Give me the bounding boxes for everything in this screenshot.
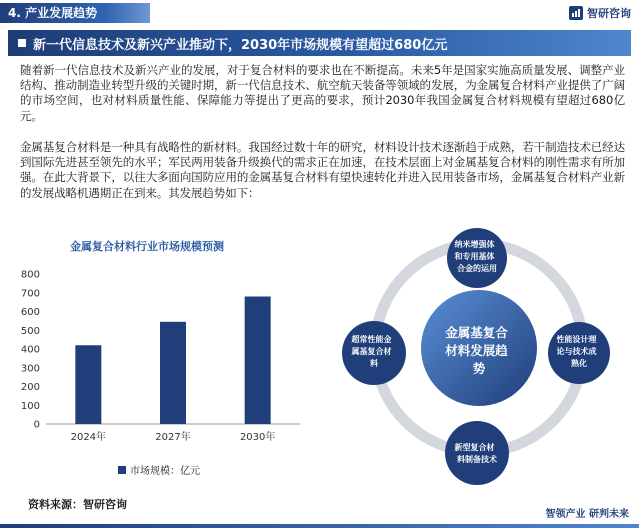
paragraph-market-outlook: 随着新一代信息技术及新兴产业的发展，对于复合材料的要求也在不断提高。未来5年是国家实施高质量发展、调整产业结构、推动制造业转型升级的关键时期，新一代信息技术、航空航天装备等领域的发展，为金属复合材料产业提供了广阔的市场空间，也对材料质量性能、保障能力等提出了更高的要求，预计2030年我国金属复合材料规模有望超过680亿元。	[20, 63, 625, 123]
y-tick-label: 0	[33, 419, 40, 431]
trend-node-line: 熟化	[571, 359, 587, 368]
y-tick-label: 500	[20, 325, 40, 337]
trend-node-line: 性能设计理	[556, 335, 597, 344]
center-label-line: 金属基复合	[445, 325, 508, 340]
trend-node-line: 新型复合材	[454, 443, 495, 452]
development-trend-diagram	[334, 228, 624, 498]
section-title: 4. 产业发展趋势	[8, 6, 98, 20]
logo-text: 智研咨询	[587, 7, 631, 20]
top-header	[0, 0, 639, 26]
bullet-square-icon	[18, 39, 26, 47]
y-tick-label: 400	[20, 344, 40, 356]
x-tick-label: 2030年	[239, 432, 276, 443]
y-tick-label: 800	[20, 269, 40, 281]
trend-node-line: 论与技术成	[556, 347, 597, 356]
bar-2027年	[160, 322, 186, 424]
trend-node-line: 属基复合材	[351, 347, 392, 356]
y-tick-label: 100	[20, 400, 40, 412]
data-source: 资料来源：智研咨询	[28, 498, 127, 511]
trend-node-line: 合金的运用	[457, 264, 497, 273]
subtitle-text: 新一代信息技术及新兴产业推动下，2030年市场规模有望超过680亿元	[33, 37, 448, 53]
chart-legend	[118, 462, 200, 477]
center-label-line: 势	[472, 361, 486, 376]
y-tick-label: 700	[20, 288, 40, 300]
x-tick-label: 2027年	[155, 432, 191, 443]
legend-swatch	[118, 466, 126, 474]
legend-label: 市场规模：亿元	[130, 466, 200, 477]
trend-node-line: 超常性能金	[351, 335, 392, 344]
paragraph-development-background: 金属基复合材料是一种具有战略性的新材料。我国经过数十年的研究，材料设计技术逐渐趋于成熟，若干制造技术已经达到国际先进甚至领先的水平；军民两用装备升级换代的需求正在加速，在技术层面上对金属基复合材料的刚性需求有所加强。在此大背景下，以往大多面向国防应用的金属基复合材料有望快速转化并进入民用装备市场，金属基复合材料产业新的发展战略机遇期正在到来。其发展趋势如下：	[20, 140, 625, 200]
y-tick-label: 200	[20, 382, 40, 393]
x-tick-label: 2024年	[70, 432, 107, 443]
trend-node-line: 纳米增强体	[454, 240, 495, 249]
center-label-line: 材料发展趋	[445, 343, 508, 358]
trend-node-line: 料制备技术	[457, 455, 497, 464]
brand-logo	[569, 4, 631, 22]
footer-bar	[0, 524, 639, 528]
trend-node-line: 料	[370, 359, 378, 368]
bar-2024年	[75, 345, 101, 424]
chart-title: 金属复合材料行业市场规模预测	[70, 240, 224, 253]
logo-icon	[569, 6, 583, 20]
subtitle-bar	[8, 30, 631, 56]
y-tick-label: 300	[20, 363, 40, 375]
market-size-bar-chart	[10, 258, 310, 458]
bar-2030年	[245, 297, 271, 425]
slogan: 智领产业 研判未来	[545, 509, 629, 520]
trend-node-line: 和专用基体	[454, 252, 495, 261]
y-tick-label: 600	[20, 307, 40, 318]
